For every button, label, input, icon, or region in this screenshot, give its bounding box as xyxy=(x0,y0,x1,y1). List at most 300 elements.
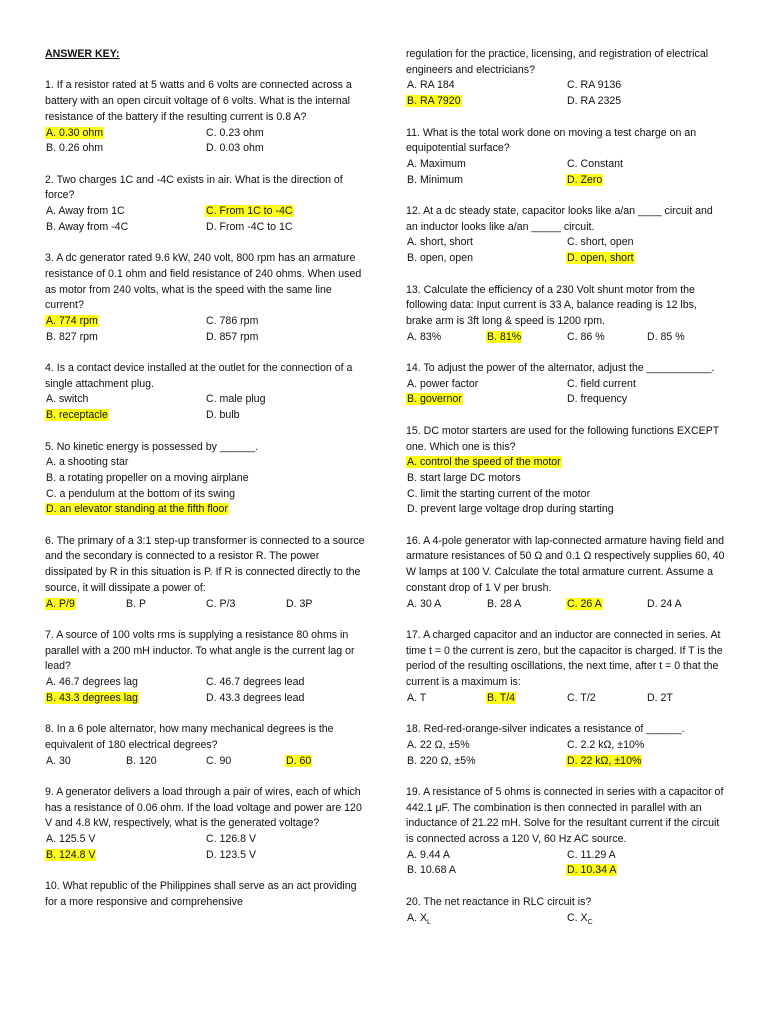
option-label: A. RA 184 xyxy=(407,79,455,92)
option-text xyxy=(566,598,603,610)
answer-option xyxy=(45,392,205,408)
answer-option-correct xyxy=(45,502,365,518)
option-text xyxy=(406,472,522,484)
option-label: B. RA 7920 xyxy=(407,95,461,108)
option-text xyxy=(406,849,451,861)
option-text xyxy=(406,739,471,751)
option-label: B. 124.8 V xyxy=(46,848,96,861)
option-text xyxy=(406,252,474,264)
option-text xyxy=(566,849,617,861)
question-text: 20. The net reactance in RLC circuit is? xyxy=(406,895,592,908)
answer-options xyxy=(45,675,365,706)
option-label: C. 126.8 V xyxy=(206,833,257,846)
answer-option xyxy=(45,141,205,157)
option-label: D. 0.03 ohm xyxy=(206,142,264,155)
option-text xyxy=(45,503,229,515)
question-item xyxy=(406,895,726,926)
option-text xyxy=(205,393,266,405)
question-item xyxy=(45,879,365,910)
answer-option xyxy=(566,392,726,408)
question-text: 6. The primary of a 3:1 step-up transformer is connected to a source and the secondary is connected to a resistor R. The power dissipated by R in this situation is P. If R is connected directly to the source, it will dissipate a power of: xyxy=(45,534,365,594)
option-text xyxy=(486,331,522,343)
option-label: C. field current xyxy=(567,377,636,390)
answer-option-correct xyxy=(566,863,726,879)
option-label: B. 43.3 degrees lag xyxy=(46,691,138,704)
option-text xyxy=(566,755,642,767)
option-label: D. bulb xyxy=(206,409,240,422)
option-text xyxy=(45,142,104,154)
option-label: C. T/2 xyxy=(567,691,596,704)
option-label: A. 9.44 A xyxy=(407,848,450,861)
option-label: C. 90 xyxy=(206,754,232,767)
answer-options xyxy=(45,597,365,613)
option-label: A. P/9 xyxy=(46,597,75,610)
option-text xyxy=(406,95,462,107)
page-title: ANSWER KEY: xyxy=(45,48,120,60)
question-item xyxy=(45,628,365,707)
answer-options xyxy=(406,330,726,346)
answer-options xyxy=(45,392,365,423)
option-label: B. 28 A xyxy=(487,597,522,610)
answer-option xyxy=(566,691,646,707)
option-label: B. 0.26 ohm xyxy=(46,142,104,155)
question-list-left xyxy=(45,78,365,910)
option-text xyxy=(45,331,99,343)
answer-option xyxy=(406,78,566,94)
answer-option xyxy=(406,502,726,518)
answer-option xyxy=(205,141,365,157)
answer-option-correct xyxy=(486,330,566,346)
question-item xyxy=(45,440,365,519)
answer-option xyxy=(406,754,566,770)
option-label: D. 2T xyxy=(647,691,673,704)
answer-option xyxy=(125,597,205,613)
option-text xyxy=(406,393,463,405)
answer-option-correct xyxy=(406,455,726,471)
question-text: 16. A 4-pole generator with lap-connected armature having field and armature resistances of 50 Ω and 0.1 Ω respectively supplies 60, 40 W lamps at 100 V. Calculate the total armature current. Assume a constant drop of 1 V per brush. xyxy=(406,534,725,594)
option-text xyxy=(45,488,236,500)
answer-option xyxy=(646,597,726,613)
option-label: C. limit the starting current of the motor xyxy=(407,487,591,500)
option-text xyxy=(566,174,603,186)
option-label: A. switch xyxy=(46,393,89,406)
option-label: B. 120 xyxy=(126,754,157,767)
question-list-right xyxy=(406,47,726,926)
option-label: D. RA 2325 xyxy=(567,95,622,108)
answer-option xyxy=(406,330,486,346)
question-item xyxy=(406,628,726,707)
answer-option xyxy=(566,330,646,346)
question-item xyxy=(406,361,726,408)
answer-options xyxy=(45,832,365,863)
option-text xyxy=(406,158,467,170)
question-item xyxy=(45,173,365,236)
option-label: B. governor xyxy=(407,393,462,406)
option-label: B. receptacle xyxy=(46,409,108,422)
option-label: D. 3P xyxy=(286,597,313,610)
answer-option xyxy=(45,204,205,220)
option-text xyxy=(205,221,294,233)
option-text xyxy=(45,393,89,405)
question-text: 12. At a dc steady state, capacitor looks like a/an ____ circuit and an inductor looks like a/an _____ circuit. xyxy=(406,205,713,233)
answer-option-correct xyxy=(45,314,205,330)
option-label: D. an elevator standing at the fifth floor xyxy=(46,503,228,516)
option-text xyxy=(566,331,606,343)
option-text xyxy=(406,912,432,924)
question-item xyxy=(45,722,365,769)
question-text: regulation for the practice, licensing, and registration of electrical engineers and electricians? xyxy=(406,48,709,76)
answer-options xyxy=(406,235,726,266)
option-label: A. Away from 1C xyxy=(46,205,125,217)
option-label: B. 10.68 A xyxy=(407,864,456,877)
option-label: A. short, short xyxy=(407,236,473,249)
question-item xyxy=(406,204,726,267)
option-text xyxy=(406,331,442,343)
answer-option-correct xyxy=(486,691,566,707)
answer-options xyxy=(45,126,365,157)
option-label: B. Minimum xyxy=(407,173,463,186)
option-label: D. From -4C to 1C xyxy=(206,220,293,233)
option-text xyxy=(205,755,232,767)
answer-option xyxy=(205,675,365,691)
option-subscript: C xyxy=(587,918,593,926)
answer-option-correct xyxy=(285,754,365,770)
answer-option xyxy=(406,863,566,879)
option-label: A. 83% xyxy=(407,330,442,343)
question-item xyxy=(406,283,726,346)
option-text xyxy=(45,456,129,468)
option-label: B. a rotating propeller on a moving airplane xyxy=(46,471,249,484)
answer-options xyxy=(406,78,726,109)
answer-option xyxy=(45,455,365,471)
option-text xyxy=(406,236,474,248)
answer-option xyxy=(205,392,365,408)
question-text: 15. DC motor starters are used for the following functions EXCEPT one. Which one is this? xyxy=(406,424,720,453)
answer-options xyxy=(45,204,365,235)
option-text xyxy=(205,676,305,688)
answer-option xyxy=(566,848,726,864)
option-text xyxy=(566,158,624,170)
answer-option xyxy=(406,848,566,864)
option-text xyxy=(566,912,594,924)
option-label: D. open, short xyxy=(567,252,634,265)
option-label: D. frequency xyxy=(567,393,628,406)
option-text xyxy=(205,692,305,704)
answer-option xyxy=(205,754,285,770)
question-item xyxy=(406,722,726,769)
answer-option xyxy=(205,408,365,424)
option-label: B. start large DC motors xyxy=(407,471,521,484)
option-text xyxy=(45,409,109,421)
option-text xyxy=(205,142,265,154)
answer-option xyxy=(45,675,205,691)
option-text xyxy=(406,488,591,500)
option-text xyxy=(646,692,674,704)
answer-option xyxy=(486,597,566,613)
answer-option xyxy=(566,94,726,110)
answer-option xyxy=(205,691,365,707)
answer-option xyxy=(406,251,566,267)
answer-option xyxy=(406,471,726,487)
option-text xyxy=(285,755,312,767)
option-text xyxy=(566,378,637,390)
option-text xyxy=(285,598,314,610)
option-text xyxy=(566,739,645,751)
option-text xyxy=(566,692,597,704)
option-label: B. P xyxy=(126,597,147,610)
option-text xyxy=(646,331,686,343)
question-text: 3. A dc generator rated 9.6 kW, 240 volt, 800 rpm has an armature resistance of 0.1 ohm and field resistance of 240 ohms. When used as motor from 240 volts, what is the speed with the same line current? xyxy=(45,252,362,312)
answer-option xyxy=(566,738,726,754)
option-label: D. 85 % xyxy=(647,330,685,343)
option-text xyxy=(45,127,104,139)
question-item xyxy=(406,424,726,518)
answer-option xyxy=(406,738,566,754)
answer-option xyxy=(45,832,205,848)
option-text xyxy=(486,598,522,610)
option-text xyxy=(566,236,635,248)
option-text xyxy=(205,127,265,139)
answer-option xyxy=(205,330,365,346)
option-label: A. 30 xyxy=(46,754,71,767)
answer-option-correct xyxy=(45,597,125,613)
option-label: C. male plug xyxy=(206,393,266,406)
option-label: C. 86 % xyxy=(567,330,605,343)
option-text xyxy=(406,378,479,390)
option-text xyxy=(205,331,259,343)
answer-options xyxy=(45,754,365,770)
answer-option-correct xyxy=(406,94,566,110)
answer-option xyxy=(406,597,486,613)
option-text xyxy=(45,849,96,861)
question-text: 7. A source of 100 volts rms is supplying a resistance 80 ohms in parallel with a 200 mH inductor. To what angle is the current lag or lead? xyxy=(45,628,355,673)
question-text: 19. A resistance of 5 ohms is connected in series with a capacitor of 442.1 μF. The combination is then connected in parallel with an inductance of 21.22 mH. Solve for the resultant current if the circuit is connected across a 120 V, 60 Hz AC source. xyxy=(406,785,724,846)
option-label: B. 827 rpm xyxy=(46,330,98,343)
option-label: C. X xyxy=(567,911,588,924)
answer-option xyxy=(45,754,125,770)
answer-option-correct xyxy=(566,251,726,267)
option-label: D. 24 A xyxy=(647,597,682,610)
option-text xyxy=(125,598,147,610)
left-column xyxy=(45,47,365,926)
answer-option xyxy=(406,911,566,927)
option-label: C. 46.7 degrees lead xyxy=(206,676,305,689)
option-label: C. short, open xyxy=(567,236,634,249)
answer-option-correct xyxy=(45,408,205,424)
option-text xyxy=(566,393,628,405)
answer-option xyxy=(406,235,566,251)
option-label: D. prevent large voltage drop during starting xyxy=(407,503,614,516)
option-text xyxy=(406,456,562,468)
answer-option xyxy=(566,78,726,94)
right-column xyxy=(406,47,726,942)
option-label: A. X xyxy=(407,911,428,924)
option-label: C. P/3 xyxy=(206,597,236,610)
option-label: A. 46.7 degrees lag xyxy=(46,676,138,689)
question-item xyxy=(45,361,365,424)
answer-option xyxy=(406,157,566,173)
answer-option xyxy=(205,126,365,142)
option-label: A. 0.30 ohm xyxy=(46,126,104,139)
answer-option xyxy=(45,330,205,346)
question-item xyxy=(45,785,365,864)
option-text xyxy=(45,755,72,767)
question-item xyxy=(406,534,726,613)
option-text xyxy=(45,692,139,704)
answer-option-correct xyxy=(205,204,365,220)
option-label: D. 43.3 degrees lead xyxy=(206,691,305,704)
option-label: A. 774 rpm xyxy=(46,314,98,327)
answer-option xyxy=(205,314,365,330)
answer-option xyxy=(205,597,285,613)
question-text: 2. Two charges 1C and -4C exists in air. What is the direction of force? xyxy=(45,173,343,202)
answer-option xyxy=(566,377,726,393)
option-label: C. From 1C to -4C xyxy=(206,205,293,217)
option-label: A. a shooting star xyxy=(46,456,129,469)
option-label: B. 220 Ω, ±5% xyxy=(407,754,476,767)
answer-options xyxy=(406,597,726,613)
option-label: C. 0.23 ohm xyxy=(206,126,264,139)
question-text: 10. What republic of the Philippines shall serve as an act providing for a more responsive and comprehensive xyxy=(45,880,357,908)
option-label: B. Away from -4C xyxy=(46,220,129,233)
option-text xyxy=(406,174,464,186)
answer-option xyxy=(406,691,486,707)
option-text xyxy=(205,409,241,421)
answer-option-correct xyxy=(45,848,205,864)
option-label: A. 125.5 V xyxy=(46,833,96,846)
option-text xyxy=(205,315,259,327)
answer-options xyxy=(406,911,726,927)
option-text xyxy=(45,315,99,327)
option-text xyxy=(566,79,622,91)
option-label: D. 60 xyxy=(286,754,312,767)
question-item xyxy=(406,126,726,189)
answer-option xyxy=(566,157,726,173)
answer-option xyxy=(406,377,566,393)
answer-option xyxy=(406,487,726,503)
answer-option-correct xyxy=(45,691,205,707)
option-label: C. Constant xyxy=(567,157,623,170)
option-label: C. 26 A xyxy=(567,597,602,610)
option-label: C. 11.29 A xyxy=(567,848,616,861)
option-text xyxy=(45,472,250,484)
option-label: D. 857 rpm xyxy=(206,330,259,343)
answer-option-correct xyxy=(566,173,726,189)
option-text xyxy=(45,676,139,688)
option-text xyxy=(646,598,683,610)
option-text xyxy=(205,849,257,861)
option-label: D. 22 kΩ, ±10% xyxy=(567,754,642,767)
answer-option xyxy=(205,832,365,848)
answer-option xyxy=(566,911,726,927)
answer-options xyxy=(406,377,726,408)
answer-options xyxy=(406,848,726,879)
answer-option xyxy=(646,691,726,707)
option-label: A. power factor xyxy=(407,377,479,390)
option-text xyxy=(566,95,622,107)
answer-option-correct xyxy=(566,754,726,770)
option-text xyxy=(566,252,635,264)
option-text xyxy=(406,79,456,91)
option-label: B. open, open xyxy=(407,252,473,265)
option-text xyxy=(45,205,126,217)
option-text xyxy=(566,864,617,876)
option-label: B. 81% xyxy=(487,330,522,343)
answer-options xyxy=(45,314,365,345)
answer-option-correct xyxy=(45,126,205,142)
answer-option-correct xyxy=(406,392,566,408)
option-text xyxy=(45,221,129,233)
answer-option xyxy=(406,173,566,189)
answer-options xyxy=(406,738,726,769)
question-text: 1. If a resistor rated at 5 watts and 6 volts are connected across a battery with an open circuit voltage of 6 volts. What is the internal resistance of the battery if the resulting current is 0.8 A? xyxy=(45,79,352,123)
option-label: A. Maximum xyxy=(407,157,466,170)
option-label: B. T/4 xyxy=(487,691,516,704)
answer-option xyxy=(646,330,726,346)
answer-option xyxy=(45,220,205,236)
option-label: A. control the speed of the motor xyxy=(407,456,561,469)
option-label: A. T xyxy=(407,691,427,704)
answer-options xyxy=(406,691,726,707)
option-text xyxy=(406,503,615,515)
answer-option xyxy=(45,471,365,487)
option-text xyxy=(406,864,457,876)
question-item xyxy=(45,78,365,157)
option-text xyxy=(406,755,477,767)
option-label: C. 2.2 kΩ, ±10% xyxy=(567,738,645,751)
option-text xyxy=(205,833,257,845)
question-text: 4. Is a contact device installed at the outlet for the connection of a single attachment plug. xyxy=(45,362,353,390)
answer-options xyxy=(45,455,365,518)
option-label: C. a pendulum at the bottom of its swing xyxy=(46,487,236,500)
question-text: 5. No kinetic energy is possessed by ______. xyxy=(45,440,259,453)
option-text xyxy=(205,205,294,217)
option-text xyxy=(406,598,442,610)
question-text: 9. A generator delivers a load through a pair of wires, each of which has a resistance of 0.06 ohm. If the load voltage and power are 120 V and 4.8 kW, respectively, what is the generated voltage? xyxy=(45,785,362,830)
option-label: A. 30 A xyxy=(407,597,442,610)
option-text xyxy=(125,755,158,767)
question-text: 14. To adjust the power of the alternator, adjust the ___________. xyxy=(406,362,715,374)
option-label: D. 10.34 A xyxy=(567,864,617,877)
question-item xyxy=(45,251,365,345)
question-item xyxy=(406,47,726,110)
question-item xyxy=(406,785,726,879)
option-subscript: L xyxy=(427,918,431,926)
answer-option-correct xyxy=(566,597,646,613)
answer-options xyxy=(406,455,726,518)
question-text: 13. Calculate the efficiency of a 230 Volt shunt motor from the following data: Input current is 33 A, balance reading is 12 lbs, brake arm is 3ft long & speed is 1200 rpm. xyxy=(406,283,697,327)
question-text: 8. In a 6 pole alternator, how many mechanical degrees is the equivalent of 180 electrical degrees? xyxy=(45,723,334,751)
option-text xyxy=(486,692,516,704)
answer-option xyxy=(125,754,205,770)
option-text xyxy=(406,692,427,704)
option-label: D. Zero xyxy=(567,173,603,186)
option-label: C. 786 rpm xyxy=(206,314,259,327)
option-text xyxy=(45,598,76,610)
answer-option xyxy=(45,487,365,503)
option-label: A. 22 Ω, ±5% xyxy=(407,738,470,751)
answer-option xyxy=(285,597,365,613)
question-text: 17. A charged capacitor and an inductor are connected in series. At time t = 0 the current is zero, but the capacitor is charged. If T is the period of the resulting oscillations, the next time, after t = 0 that the current is a maximum is: xyxy=(406,628,723,689)
option-label: C. RA 9136 xyxy=(567,79,622,92)
option-label: D. 123.5 V xyxy=(206,848,257,861)
answer-option xyxy=(566,235,726,251)
option-text xyxy=(45,833,96,845)
answer-option xyxy=(205,848,365,864)
answer-options xyxy=(406,157,726,188)
question-text: 11. What is the total work done on moving a test charge on an equipotential surface? xyxy=(406,126,697,155)
answer-option xyxy=(205,220,365,236)
